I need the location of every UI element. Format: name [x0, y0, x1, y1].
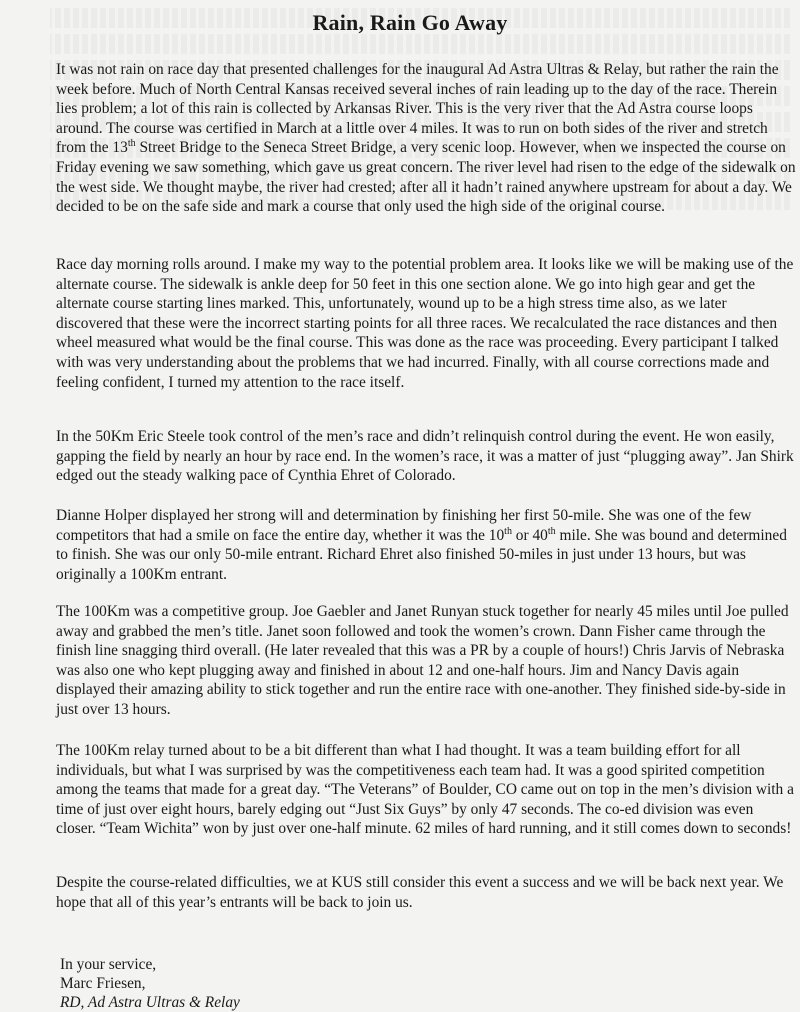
signature-role: RD, Ad Astra Ultras & Relay — [60, 994, 240, 1011]
paragraph: Despite the course-related difficulties, we at KUS still consider this event a success and we will be back next year. We hope that all of this year’s entrants will be back to join us. — [56, 874, 784, 911]
paragraph: In the 50Km Eric Steele took control of the men’s race and didn’t relinquish control during the event. He won easily, gapping the field by nearly an hour by race end. In the women’s race, it was a matter of just “plugging away”. Jan Shirk edged out the steady walking pace of Cynthia Ehret of Colorado. — [56, 428, 794, 485]
paragraph: The 100Km relay turned about to be a bit different than what I had thought. It was a team building effort for all individuals, but what I was surprised by was the competitiveness each team had. It was a good spirited competition among the teams that made for a great day. “The Veterans” of Boulder, CO came out on top in the men’s division with a time of just over eight hours, barely edging out “Just Six Guys” by only 47 seconds. The co-ed division was even closer. “Team Wichita” won by just over one-half minute. 62 miles of hard running, and it still comes down to seconds! — [56, 742, 794, 838]
paragraph: Dianne Holper displayed her strong will and determination by finishing her first 50-mile. She was one of the few competitors that had a smile on face the entire day, whether it was the 10th or 40th mile. She was bound and determined to finish. She was our only 50-mile entrant. Richard Ehret also finished 50-miles in just under 13 hours, but was originally a 100Km entrant. — [56, 507, 787, 583]
paragraph: It was not rain on race day that presented challenges for the inaugural Ad Astra Ultras & Relay, but rather the rain the week before. Much of North Central Kansas received several inches of rain leading up to the day of the race. Therein lies problem; a lot of this rain is collected by Arkansas River. This is the very river that the Ad Astra course loops around. The course was certified in March at a little over 4 miles. It was to run on both sides of the river and stretch from the 13th Street Bridge to the Seneca Street Bridge, a very scenic loop. However, when we inspected the course on Friday evening we saw something, which gave us great concern. The river level had risen to the edge of the sidewalk on the west side. We thought maybe, the river had crested; after all it hadn’t rained anywhere upstream for about a day. We decided to be on the safe side and mark a course that only used the high side of the original course. — [56, 61, 796, 216]
signature-block — [60, 955, 240, 1012]
document-title: Rain, Rain Go Away — [312, 10, 508, 35]
signature-closing: In your service, — [60, 956, 157, 973]
signature-name: Marc Friesen, — [60, 975, 146, 992]
paragraph: Race day morning rolls around. I make my way to the potential problem area. It looks like we will be making use of the alternate course. The sidewalk is ankle deep for 50 feet in this one section alone. We go into high gear and get the alternate course starting lines marked. This, unfortunately, wound up to be a high stress time also, as we later discovered that these were the incorrect starting points for all three races. We recalculated the race distances and then wheel measured what would be the final course. This was done as the race was proceeding. Every participant I talked with was very understanding about the problems that we had incurred. Finally, with all course corrections made and feeling confident, I turned my attention to the race itself. — [56, 256, 794, 391]
paragraph: The 100Km was a competitive group. Joe Gaebler and Janet Runyan stuck together for nearly 45 miles until Joe pulled away and grabbed the men’s title. Janet soon followed and took the women’s crown. Dann Fisher came through the finish line snagging third overall. (He later revealed that this was a PR by a couple of hours!) Chris Jarvis of Nebraska was also one who kept plugging away and finished in about 12 and one-half hours. Jim and Nancy Davis again displayed their amazing ability to stick together and run the entire race with one-another. They finished side-by-side in just over 13 hours. — [56, 603, 789, 718]
